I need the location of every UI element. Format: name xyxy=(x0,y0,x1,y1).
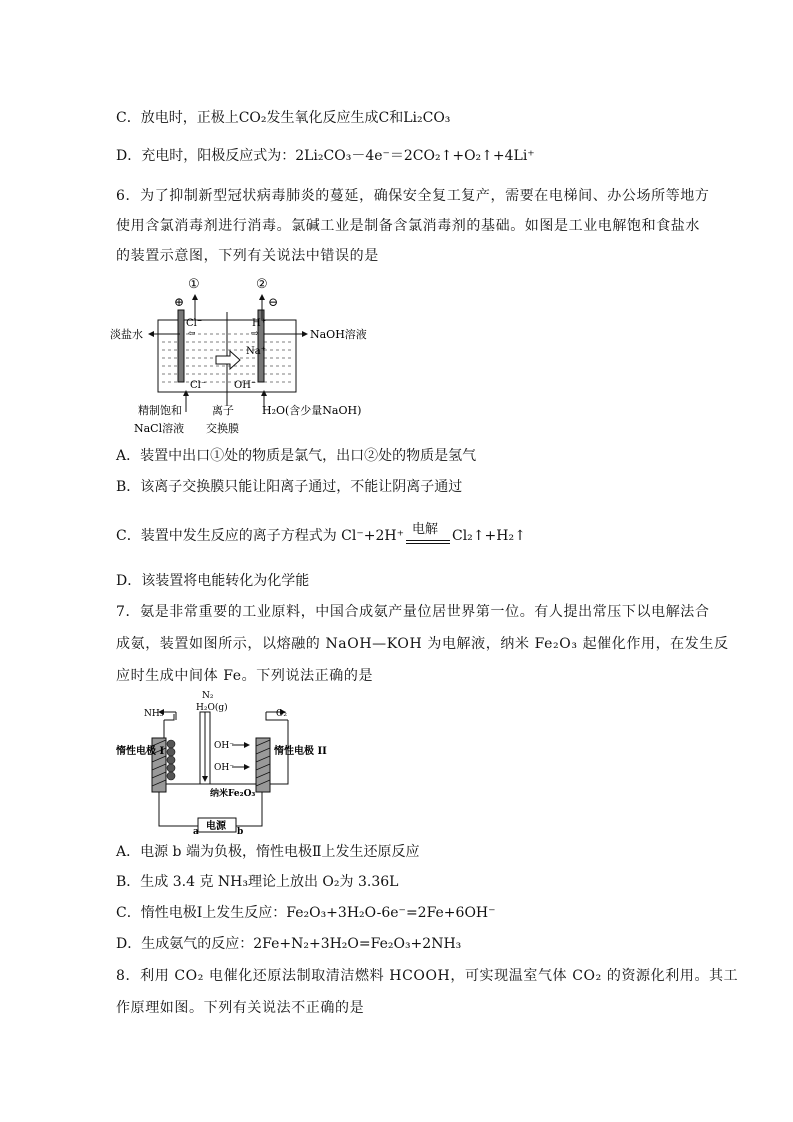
q5-option-c: C．放电时，正极上CO₂发生氧化反应生成C和Li₂CO₃ xyxy=(116,110,451,126)
oh-bottom-label: OH⁻ xyxy=(234,380,257,391)
q6-option-c xyxy=(116,522,526,550)
h2o-label: H₂O(g) xyxy=(196,703,228,713)
q7-option-c: C．惰性电极Ⅰ上发生反应：Fe₂O₃+3H₂O-6e⁻=2Fe+6OH⁻ xyxy=(116,905,496,921)
right-outflow-label: NaOH溶液 xyxy=(310,328,367,341)
cl-bottom-label: Cl⁻ xyxy=(190,380,207,391)
na-label: Na⁺ xyxy=(246,346,266,357)
q6-option-b: B．该离子交换膜只能让阳离子通过，不能让阴离子通过 xyxy=(116,479,463,495)
outlet-2-label: ② xyxy=(256,277,268,292)
oh-label-1: OH⁻ xyxy=(214,741,234,751)
q7-option-b: B．生成 3.4 克 NH₃理论上放出 O₂为 3.36L xyxy=(116,874,399,890)
q7-option-a: A．电源 b 端为负极，惰性电极Ⅱ上发生还原反应 xyxy=(116,844,420,860)
membrane-label-2: 交换膜 xyxy=(206,422,239,435)
nano-label: 纳米Fe₂O₃ xyxy=(210,789,256,799)
electrolysis-condition: 电解 xyxy=(411,522,438,537)
power-label: 电源 xyxy=(206,821,226,832)
minus-icon: ⊖ xyxy=(268,295,279,309)
electrode-2-label: 惰性电极 II xyxy=(274,746,327,757)
q8-stem-line-2: 作原理如图。下列有关说法不正确的是 xyxy=(116,1000,365,1016)
terminal-b: b xyxy=(237,827,244,834)
h-top-label: H⁺ xyxy=(252,318,266,329)
q7-option-d: D．生成氨气的反应：2Fe+N₂+3H₂O=Fe₂O₃+2NH₃ xyxy=(116,936,462,952)
q6-option-d: D．该装置将电能转化为化学能 xyxy=(116,573,310,589)
q7-stem-line-1: 7．氨是非常重要的工业原料，中国合成氨产量位居世界第一位。有人提出常压下以电解法合 xyxy=(116,604,710,620)
inlet-right-label: H₂O(含少量NaOH) xyxy=(262,404,362,417)
inlet-left-line-1: 精制饱和 xyxy=(138,404,182,417)
terminal-a: a xyxy=(193,827,199,834)
membrane-label-1: 离子 xyxy=(212,404,234,417)
svg-text:⇦: ⇦ xyxy=(188,329,196,339)
svg-text:⇨: ⇨ xyxy=(251,329,259,339)
outlet-1-label: ① xyxy=(188,277,200,292)
q5-option-d: D．充电时，阳极反应式为：2Li₂CO₃－4e⁻＝2CO₂↑+O₂↑+4Li⁺ xyxy=(116,148,535,164)
q6-stem-line-1: 6．为了抑制新型冠状病毒肺炎的蔓延，确保安全复工复产，需要在电梯间、办公场所等地方 xyxy=(116,188,710,204)
plus-icon: ⊕ xyxy=(174,295,185,309)
q6-option-a: A．装置中出口①处的物质是氯气，出口②处的物质是氢气 xyxy=(116,448,477,464)
q6-electrolysis-figure xyxy=(110,272,380,442)
q7-ammonia-figure xyxy=(116,688,346,834)
left-outflow-label: 淡盐水 xyxy=(110,328,143,341)
anode-electrode xyxy=(178,310,184,382)
electrode-1-label: 惰性电极 I xyxy=(116,746,165,757)
oh-label-2: OH⁻ xyxy=(214,763,234,773)
q6-stem-line-3: 的装置示意图，下列有关说法中错误的是 xyxy=(116,248,379,264)
nh3-label: NH₃ xyxy=(144,709,164,719)
q6-option-c-pre: C．装置中发生反应的离子方程式为 Cl⁻+2H⁺ xyxy=(116,528,404,544)
q7-stem-line-2: 成氨，装置如图所示，以熔融的 NaOH—KOH 为电解液，纳米 Fe₂O₃ 起催化作用，在发生反 xyxy=(116,636,729,652)
cl-top-label: Cl⁻ xyxy=(186,318,203,329)
inlet-left-line-2: NaCl溶液 xyxy=(134,422,185,435)
q6-stem-line-2: 使用含氯消毒剂进行消毒。氯碱工业是制备含氯消毒剂的基础。如图是工业电解饱和食盐水 xyxy=(116,218,700,234)
q7-stem-line-3: 应时生成中间体 Fe。下列说法正确的是 xyxy=(116,668,374,684)
q6-option-c-post: Cl₂↑+H₂↑ xyxy=(451,528,526,544)
n2-label: N₂ xyxy=(202,691,214,701)
o2-label: O₂ xyxy=(276,709,287,719)
q8-stem-line-1: 8．利用 CO₂ 电催化还原法制取清洁燃料 HCOOH，可实现温室气体 CO₂ 的资源化利用。其工 xyxy=(116,968,739,984)
